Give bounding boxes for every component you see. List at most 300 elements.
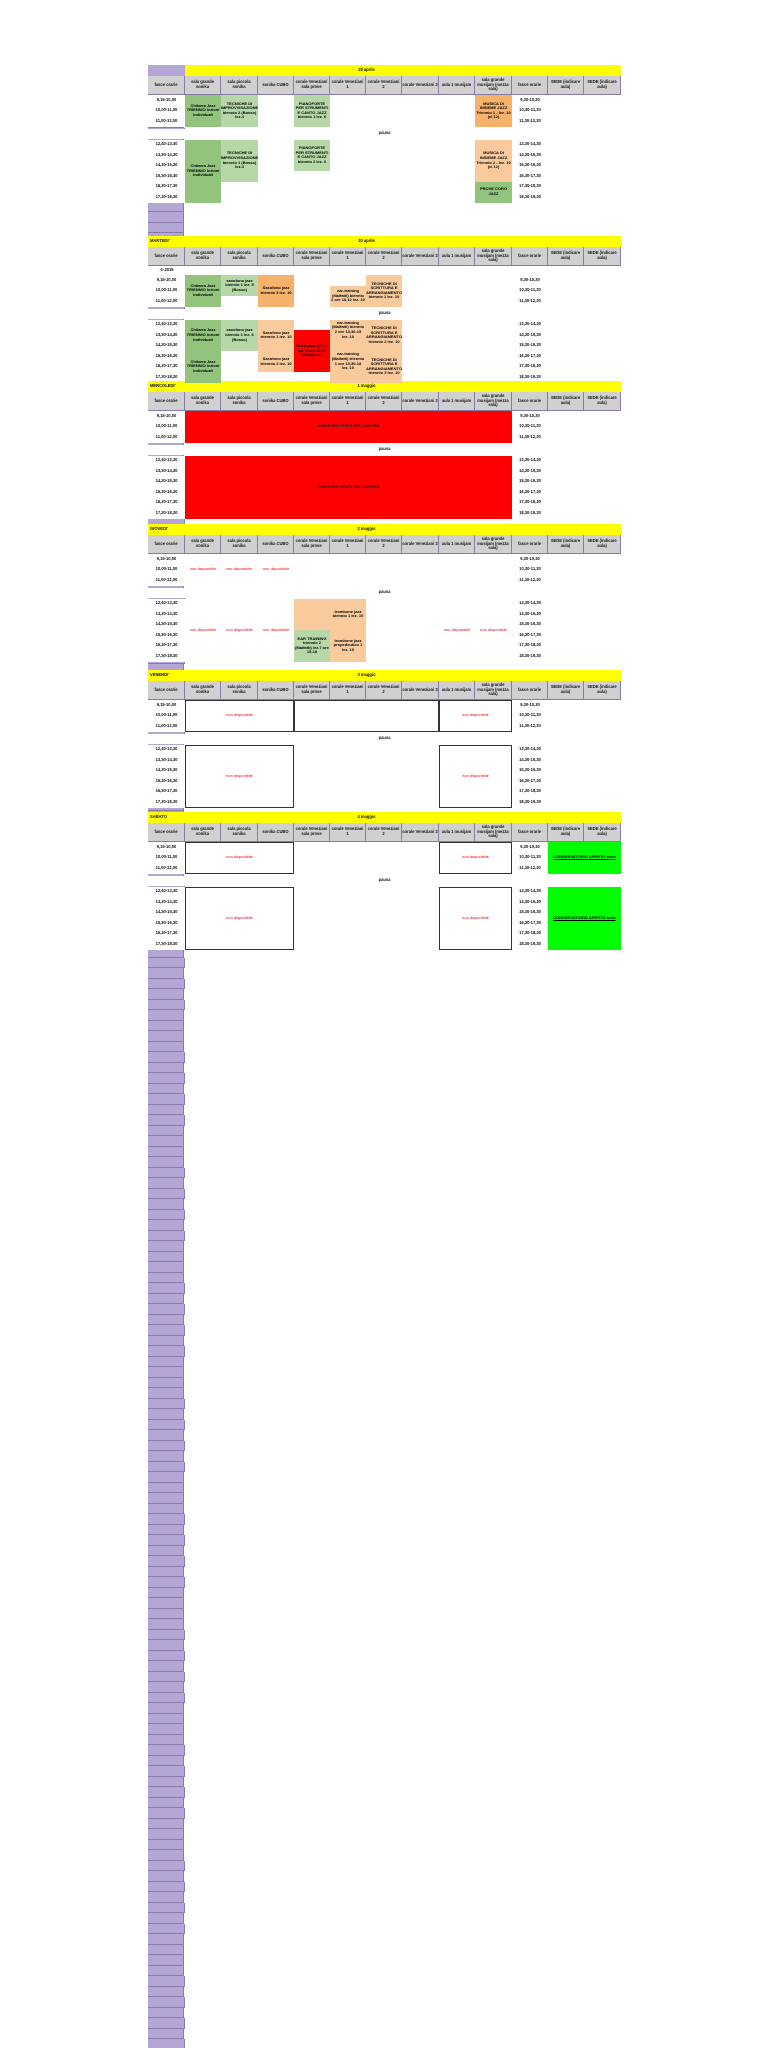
slot[interactable] xyxy=(148,1420,185,1431)
block-chitarra[interactable]: Chitarra Jazz TRIENNIO lezioni individuali xyxy=(185,320,221,352)
col-header-sala_piccola: sala piccola sonika xyxy=(221,823,258,842)
time-am-right: 9,30-10,30 xyxy=(512,554,548,565)
block-non-disponibile[interactable]: non disponibile xyxy=(439,599,475,662)
slot[interactable] xyxy=(148,1504,184,1515)
block-non-disponibile[interactable]: non disponibile xyxy=(185,554,221,586)
pausa-row: pausa xyxy=(148,309,621,319)
col-header-fasce: fasce orarie xyxy=(148,76,185,95)
time-pm: 16,30-17,30 xyxy=(148,929,185,940)
col-header-fasce: fasce orarie xyxy=(148,392,185,411)
slot[interactable] xyxy=(148,1483,184,1494)
col-header-sede1: SEDE (indicare aula) xyxy=(548,247,584,266)
block-tecniche-scrittura[interactable]: TECNICHE DI SCRITTURA E ARRANGIAMENTO triennio 3 lez. 10 xyxy=(366,351,402,383)
block-arancio[interactable] xyxy=(294,599,330,631)
pausa-row: pausa xyxy=(148,445,621,455)
slot[interactable] xyxy=(148,212,184,223)
col-header-sala_piccola: sala piccola sonika xyxy=(221,535,258,554)
col-header-sala_piccola: sala piccola sonika xyxy=(221,247,258,266)
time-pm-right: 17,30-18,30 xyxy=(512,498,548,509)
col-header-aula1: aula 1 musijam xyxy=(439,247,475,266)
col-header-aula1: aula 1 musijam xyxy=(439,823,475,842)
slot[interactable] xyxy=(148,1640,184,1651)
day-bar-end xyxy=(548,524,621,535)
block-non-disponibile[interactable]: non disponibile xyxy=(185,745,294,808)
slot[interactable] xyxy=(148,1283,185,1294)
slot[interactable] xyxy=(148,1147,184,1158)
slot[interactable] xyxy=(148,1567,184,1578)
slot[interactable] xyxy=(148,1178,184,1189)
col-header-corale_2: corale Veneziani 2 xyxy=(366,247,402,266)
block-non-disponibile[interactable]: non disponibile xyxy=(221,554,257,586)
block-chiusura[interactable]: CHIUSURA FESTA DEL LAVORO xyxy=(185,411,512,443)
slot[interactable] xyxy=(148,1430,184,1441)
col-header-corale_sala: corale Venezia​ni sala prove xyxy=(294,247,330,266)
col-header-sede1: SEDE (indicare aula) xyxy=(548,823,584,842)
col-header-corale_3: corale Veneziani 3 xyxy=(402,247,439,266)
col-header-sala_grande_lv2: sala grande sonika xyxy=(185,681,221,700)
block-storia-jazz[interactable]: Storia jazz (cl 12) lez. 9 ore 15-17 biennio 1/2 xyxy=(294,330,330,372)
pausa-row: pausa xyxy=(148,129,621,139)
slot[interactable] xyxy=(148,1997,185,2008)
slot[interactable] xyxy=(148,1861,185,1872)
col-header-sala_grande_musijam: sala grande musijam (mezza sala) xyxy=(475,823,512,842)
slot[interactable] xyxy=(148,1252,184,1263)
time-pm-right: 18,30-19,30 xyxy=(512,508,548,519)
col-header-sala_grande_lv2: sala grande sonika xyxy=(185,823,221,842)
col-header-corale_1: corale Veneziani 1 xyxy=(330,76,366,95)
block-chitarra[interactable]: Chitarra Jazz TRIENNIO lezioni individuali xyxy=(185,140,221,203)
slot[interactable] xyxy=(148,1189,185,1200)
block-non-disponibile[interactable]: non disponibile xyxy=(185,700,294,732)
block-trombone[interactable]: trombone jazz propedeutico 1 lez. 10 xyxy=(330,630,366,662)
time-am-right: 10,30-11,30 xyxy=(512,853,548,864)
col-header-fasce: fasce orarie xyxy=(148,535,185,554)
time-pm: 16,30-17,30 xyxy=(148,362,185,373)
day-name: MARTEDI' xyxy=(148,236,185,247)
slot[interactable] xyxy=(148,1840,184,1851)
col-header-fasce2: fasce orarie xyxy=(512,823,548,842)
slot[interactable] xyxy=(148,1672,185,1683)
time-pm-right: 17,30-18,30 xyxy=(512,787,548,798)
col-header-sala_grande_lv2: sala grande sonika xyxy=(185,76,221,95)
time-pm-right: 15,30-16,30 xyxy=(512,161,548,172)
slot[interactable] xyxy=(148,1808,185,1819)
time-pm: 17,30-18,30 xyxy=(148,939,185,950)
day-bar-end xyxy=(548,381,621,392)
time-pm-right: 16,30-17,30 xyxy=(512,918,548,929)
col-header-corale_3: corale Veneziani 3 xyxy=(402,681,439,700)
slot[interactable] xyxy=(148,1472,184,1483)
slot[interactable] xyxy=(148,1220,184,1231)
block-non-disponibile[interactable]: non disponibile xyxy=(439,887,512,950)
block-ear-training[interactable]: ear-training (Malfatti) biennio 2 ore 10,12 lez. 10 xyxy=(330,286,366,307)
time-pm-right: 13,30-14,30 xyxy=(512,745,548,756)
time-pm-right: 15,30-16,30 xyxy=(512,908,548,919)
slot[interactable] xyxy=(148,1693,185,1704)
slot[interactable] xyxy=(148,979,185,990)
slot[interactable] xyxy=(148,1976,185,1987)
col-header-fasce: fasce orarie xyxy=(148,247,185,266)
slot[interactable] xyxy=(148,1514,185,1525)
slot[interactable] xyxy=(148,1367,184,1378)
slot[interactable] xyxy=(148,1945,184,1956)
time-pm-right: 15,30-16,30 xyxy=(512,620,548,631)
col-header-corale_1: corale Veneziani 1 xyxy=(330,247,366,266)
block-chitarra[interactable]: Chitarra Jazz TRIENNIO lezioni individuali xyxy=(185,351,221,383)
col-header-sonika_cubo: sonika CUBO xyxy=(258,681,294,700)
slot[interactable] xyxy=(148,1630,185,1641)
slot[interactable] xyxy=(148,1273,184,1284)
block-non-disponibile[interactable]: non disponibile xyxy=(221,599,258,662)
day-date: 30 aprile xyxy=(185,236,548,247)
slot[interactable] xyxy=(148,989,184,1000)
slot[interactable] xyxy=(148,1829,184,1840)
slot[interactable] xyxy=(148,1924,185,1935)
block-tecniche-scrittura[interactable]: TECNICHE DI SCRITTURA E ARRANGIAMENTO triennio 2 lez. 10 xyxy=(366,320,402,352)
slot[interactable] xyxy=(148,1724,184,1735)
time-pm-right: 14,30-15,30 xyxy=(512,755,548,766)
time-pm-right: 13,30-14,30 xyxy=(512,599,548,610)
slot[interactable] xyxy=(148,2008,184,2019)
slot[interactable] xyxy=(148,1241,184,1252)
time-am: 10,00-11,00 xyxy=(148,106,185,117)
time-pm-right: 16,30-17,30 xyxy=(512,487,548,498)
time-pm: 12,40-13,30 xyxy=(148,456,185,467)
slot[interactable] xyxy=(148,1021,184,1032)
col-header-sonika_cubo: sonika CUBO xyxy=(258,76,294,95)
slot[interactable] xyxy=(148,1735,184,1746)
time-am: 11,00-12,00 xyxy=(148,116,185,127)
time-pm-right: 16,30-17,30 xyxy=(512,351,548,362)
slot[interactable] xyxy=(148,1651,185,1662)
day-bar-end xyxy=(548,670,621,681)
time-pm-right: 18,30-19,30 xyxy=(512,939,548,950)
block-non-disponibile[interactable]: non disponibile xyxy=(185,887,294,950)
block-improvvisazione[interactable]: TECNICHE DI IMPROVVISAZIONE biennio 1 (Bosso) lez.4 xyxy=(221,140,258,182)
col-header-sala_grande_musijam: sala grande musijam (mezza sala) xyxy=(475,247,512,266)
col-header-sala_piccola: sala piccola sonika xyxy=(221,76,258,95)
slot[interactable] xyxy=(148,1294,184,1305)
time-pm-right: 14,30-15,30 xyxy=(512,609,548,620)
col-header-corale_3: corale Veneziani 3 xyxy=(402,535,439,554)
time-am: 10,00-11,00 xyxy=(148,565,185,576)
block-saxofono[interactable]: saxofono jazz biennio 1 lez. 5 (Bosso) xyxy=(221,275,258,296)
slot[interactable] xyxy=(148,1063,184,1074)
time-pm: 13,30-14,30 xyxy=(148,897,185,908)
slot[interactable] xyxy=(148,1819,184,1830)
time-pm: 16,30-17,30 xyxy=(148,182,185,193)
time-pm: 12,40-13,30 xyxy=(148,599,185,610)
slot[interactable] xyxy=(148,1892,184,1903)
block-ear-training[interactable]: EAR TRAINING triennio 2 (Malfatti) lez.7 ore 15-18 xyxy=(294,630,330,662)
time-pm: 12,40-13,30 xyxy=(148,140,185,151)
col-header-aula1: aula 1 musijam xyxy=(439,76,475,95)
col-header-fasce: fasce orarie xyxy=(148,681,185,700)
time-pm-right: 17,30-18,30 xyxy=(512,929,548,940)
slot[interactable] xyxy=(148,1577,185,1588)
slot[interactable] xyxy=(148,1787,185,1798)
time-pm: 13,30-14,30 xyxy=(148,609,185,620)
block-chiusura[interactable]: CHIUSURA FESTA DEL LAVORO xyxy=(185,456,512,519)
slot[interactable] xyxy=(148,1000,185,1011)
col-header-corale_3: corale Veneziani 3 xyxy=(402,823,439,842)
time-am: 9,15-10,00 xyxy=(148,275,185,286)
slot[interactable] xyxy=(148,1136,184,1147)
time-am-right: 11,30-12,30 xyxy=(512,575,548,586)
block-tecniche-scrittura[interactable]: TECNICHE DI SCRITTURA E ARRANGIAMENTO biennio 1 lez. 10 xyxy=(366,275,402,307)
time-pm: 14,30-15,30 xyxy=(148,477,185,488)
block-non-disponibile[interactable]: non disponibile xyxy=(258,554,294,586)
col-header-sede2: SEDE (indicare aula) xyxy=(584,392,621,411)
row-label: -1-2019 xyxy=(148,266,185,275)
col-header-sede2: SEDE (indicare aula) xyxy=(584,247,621,266)
time-pm: 15,30-16,30 xyxy=(148,776,185,787)
time-pm-right: 14,30-15,30 xyxy=(512,330,548,341)
slot[interactable] xyxy=(148,1052,185,1063)
col-header-corale_3: corale Veneziani 3 xyxy=(402,392,439,411)
col-header-fasce2: fasce orarie xyxy=(512,76,548,95)
block-non-disponibile[interactable]: non disponibile xyxy=(439,745,512,808)
slot[interactable] xyxy=(148,1661,184,1672)
time-am: 9,15-10,00 xyxy=(148,411,185,422)
slot[interactable] xyxy=(148,1745,185,1756)
time-pm-right: 17,30-18,30 xyxy=(512,641,548,652)
time-pm: 15,30-16,30 xyxy=(148,351,185,362)
day-name: GIOVEDI' xyxy=(148,524,185,535)
block-non-disponibile[interactable]: non disponibile xyxy=(185,599,221,662)
slot[interactable] xyxy=(148,1462,185,1473)
block-musica-insieme[interactable]: MUSICA DI INSIEME JAZZ Triennio 2 - lez. 10 (cl 12) xyxy=(475,140,512,182)
slot[interactable] xyxy=(148,1714,184,1725)
time-pm-right: 18,30-19,30 xyxy=(512,797,548,808)
time-pm: 13,30-14,30 xyxy=(148,150,185,161)
time-pm: 15,30-16,30 xyxy=(148,630,185,641)
slot[interactable] xyxy=(148,1126,184,1137)
time-pm: 14,30-15,30 xyxy=(148,766,185,777)
slot[interactable] xyxy=(148,1588,184,1599)
col-header-corale_sala: corale Venezia​ni sala prove xyxy=(294,535,330,554)
col-header-sonika_cubo: sonika CUBO xyxy=(258,392,294,411)
block-pianoforte[interactable]: PIANOFORTE PER STRUMENTI E CANTO JAZZ biennio 1 lez. 6 xyxy=(294,95,330,127)
block-saxofono-jazz[interactable]: Saxofono jazz triennio 2 lez. 10 xyxy=(258,351,294,372)
slot[interactable] xyxy=(148,1850,184,1861)
slot[interactable] xyxy=(148,1168,185,1179)
slot[interactable] xyxy=(148,1010,184,1021)
block-non-disponibile[interactable]: non disponibile xyxy=(258,599,294,662)
time-pm: 16,30-17,30 xyxy=(148,641,185,652)
slot[interactable] xyxy=(148,1546,184,1557)
time-am: 9,15-10,00 xyxy=(148,95,185,106)
col-header-corale_1: corale Veneziani 1 xyxy=(330,392,366,411)
slot[interactable] xyxy=(148,223,184,234)
slot[interactable] xyxy=(148,1105,184,1116)
col-header-sala_grande_musijam: sala grande musijam (mezza sala) xyxy=(475,392,512,411)
block-non-disponibile[interactable]: non disponibile xyxy=(185,842,294,874)
slot[interactable] xyxy=(148,1766,185,1777)
time-am: 9,15-10,00 xyxy=(148,554,185,565)
slot[interactable] xyxy=(148,1357,184,1368)
slot[interactable] xyxy=(148,1115,185,1126)
time-pm: 14,30-15,30 xyxy=(148,161,185,172)
col-header-aula1: aula 1 musijam xyxy=(439,535,475,554)
col-header-corale_sala: corale Venezia​ni sala prove xyxy=(294,392,330,411)
time-pm-right: 17,30-18,30 xyxy=(512,362,548,373)
time-am-right: 10,30-11,30 xyxy=(512,286,548,297)
slot[interactable] xyxy=(148,1798,184,1809)
col-header-corale_2: corale Veneziani 2 xyxy=(366,823,402,842)
day-name: SABATO xyxy=(148,812,185,823)
slot[interactable] xyxy=(148,1031,184,1042)
time-pm-right: 17,30-18,30 xyxy=(512,182,548,193)
block-pianoforte[interactable]: PIANOFORTE PER STRUMENTI E CANTO JAZZ biennio 2 lez. 6 xyxy=(294,140,330,172)
col-header-sede2: SEDE (indicare aula) xyxy=(584,823,621,842)
block-conservatorio[interactable]: CONSERVATORIO APERTO sede xyxy=(548,887,621,950)
slot[interactable] xyxy=(148,1703,184,1714)
slot[interactable] xyxy=(148,202,184,213)
time-pm-right: 18,30-19,30 xyxy=(512,372,548,383)
col-header-sala_grande_musijam: sala grande musijam (mezza sala) xyxy=(475,76,512,95)
time-pm: 15,30-16,30 xyxy=(148,171,185,182)
slot[interactable] xyxy=(148,1966,184,1977)
slot[interactable] xyxy=(148,1094,185,1105)
slot[interactable] xyxy=(148,1871,184,1882)
col-header-sede1: SEDE (indicare aula) xyxy=(548,535,584,554)
slot[interactable] xyxy=(148,1493,184,1504)
col-header-fasce2: fasce orarie xyxy=(512,392,548,411)
slot[interactable] xyxy=(148,1388,184,1399)
col-header-corale_3: corale Veneziani 3 xyxy=(402,76,439,95)
block-frame xyxy=(294,700,439,732)
block-conservatorio[interactable]: CONSERVATORIO APERTO sede xyxy=(548,842,621,874)
slot[interactable] xyxy=(148,1777,184,1788)
slot[interactable] xyxy=(148,1073,185,1084)
time-am-right: 9,30-10,30 xyxy=(512,95,548,106)
block-trombone[interactable]: trombone jazz biennio 1 lez. 10 xyxy=(330,599,366,631)
time-pm: 14,30-15,30 xyxy=(148,620,185,631)
block-chitarra[interactable]: Chitarra Jazz TRIENNIO lezioni individuali xyxy=(185,95,221,127)
time-pm: 15,30-16,30 xyxy=(148,918,185,929)
slot[interactable] xyxy=(148,1199,184,1210)
slot[interactable] xyxy=(148,1955,184,1966)
time-am-right: 10,30-11,30 xyxy=(512,711,548,722)
day-name xyxy=(148,65,185,76)
slot[interactable] xyxy=(148,1987,184,1998)
slot[interactable] xyxy=(148,1882,185,1893)
time-pm: 15,30-16,30 xyxy=(148,487,185,498)
slot[interactable] xyxy=(148,1913,184,1924)
day-bar-end xyxy=(548,812,621,823)
block-non-disponibile[interactable]: non disponibile xyxy=(439,842,512,874)
slot[interactable] xyxy=(148,1336,184,1347)
slot[interactable] xyxy=(148,1210,185,1221)
col-header-corale_2: corale Veneziani 2 xyxy=(366,681,402,700)
time-pm-right: 15,30-16,30 xyxy=(512,477,548,488)
col-header-sala_piccola: sala piccola sonika xyxy=(221,392,258,411)
slot[interactable] xyxy=(148,1535,185,1546)
day-bar-end xyxy=(548,65,621,76)
slot[interactable] xyxy=(148,1903,185,1914)
col-header-sede2: SEDE (indicare aula) xyxy=(584,535,621,554)
day-name: VENERDI' xyxy=(148,670,185,681)
slot[interactable] xyxy=(148,1934,184,1945)
block-musica-insieme[interactable]: MUSICA DI INSIEME JAZZ Triennio 1 - lez. 10 (cl 12) xyxy=(475,95,512,127)
time-am-right: 9,30-10,30 xyxy=(512,411,548,422)
slot[interactable] xyxy=(148,1304,185,1315)
time-pm-right: 13,30-14,30 xyxy=(512,887,548,898)
slot[interactable] xyxy=(148,1084,184,1095)
slot[interactable] xyxy=(148,968,184,979)
time-pm: 14,30-15,30 xyxy=(148,908,185,919)
slot[interactable] xyxy=(148,1598,184,1609)
block-improvvisazione[interactable]: TECNICHE DI IMPROVVISAZIONE biennio 2 (Bosso) lez.4 xyxy=(221,95,258,127)
slot[interactable] xyxy=(148,1315,184,1326)
time-am: 10,00-11,00 xyxy=(148,422,185,433)
day-date: 4 maggio xyxy=(185,812,548,823)
slot[interactable] xyxy=(148,1157,184,1168)
col-header-corale_1: corale Veneziani 1 xyxy=(330,681,366,700)
block-chitarra[interactable]: Chitarra Jazz TRIENNIO lezioni individuali xyxy=(185,275,221,307)
time-pm: 12,40-13,30 xyxy=(148,745,185,756)
slot[interactable] xyxy=(148,1619,184,1630)
slot[interactable] xyxy=(148,1399,185,1410)
time-pm: 17,30-18,30 xyxy=(148,508,185,519)
time-am: 11,00-12,00 xyxy=(148,721,185,732)
slot[interactable] xyxy=(148,958,185,969)
time-am: 9,15-10,00 xyxy=(148,842,185,853)
col-header-sede2: SEDE (indicare aula) xyxy=(584,76,621,95)
slot[interactable] xyxy=(148,1378,184,1389)
block-non-disponibile[interactable]: non disponibile xyxy=(475,599,512,662)
block-saxofono-jazz[interactable]: Saxofono jazz triennio 3 lez. 10 xyxy=(258,275,294,307)
block-ear-training[interactable]: ear-training (Malfatti) triennio 1 ore 15,30-18 lez. 10 xyxy=(330,341,366,383)
col-header-sala_piccola: sala piccola sonika xyxy=(221,681,258,700)
slot[interactable] xyxy=(148,2039,185,2048)
block-non-disponibile[interactable]: non disponibile xyxy=(439,700,512,732)
slot[interactable] xyxy=(148,1556,185,1567)
col-header-sonika_cubo: sonika CUBO xyxy=(258,247,294,266)
slot[interactable] xyxy=(148,1409,184,1420)
time-pm: 17,30-18,30 xyxy=(148,192,185,203)
slot[interactable] xyxy=(148,1525,184,1536)
block-saxofono-jazz[interactable]: Saxofono jazz triennio 1 lez. 10 xyxy=(258,320,294,352)
block-ear-training[interactable]: ear-training (Malfatti) biennio 2 ore 13,30-15 lez. 10 xyxy=(332,319,364,339)
slot[interactable] xyxy=(148,1682,184,1693)
time-am-right: 10,30-11,30 xyxy=(512,106,548,117)
day-name: MERCOLEDI' xyxy=(148,381,185,392)
time-pm: 13,30-14,30 xyxy=(148,466,185,477)
block-saxofono[interactable]: saxofono jazz biennio 1 lez. 6 (Bosso) xyxy=(221,320,258,352)
slot[interactable] xyxy=(148,1262,184,1273)
slot[interactable] xyxy=(148,1451,184,1462)
slot[interactable] xyxy=(148,1042,184,1053)
slot[interactable] xyxy=(148,2018,185,2029)
slot[interactable] xyxy=(148,1609,184,1620)
day-date: 1 maggio xyxy=(185,381,548,392)
slot[interactable] xyxy=(148,2029,184,2040)
slot[interactable] xyxy=(148,1756,184,1767)
slot[interactable] xyxy=(148,1441,185,1452)
day-bar-end xyxy=(548,236,621,247)
time-pm-right: 14,30-15,30 xyxy=(512,150,548,161)
slot[interactable] xyxy=(148,1346,185,1357)
block-prove-coro[interactable]: PROVE CORO JAZZ xyxy=(475,182,512,203)
time-pm: 17,30-18,30 xyxy=(148,372,185,383)
time-pm-right: 18,30-19,30 xyxy=(512,651,548,662)
slot[interactable] xyxy=(148,1325,185,1336)
slot[interactable] xyxy=(148,1231,185,1242)
pausa-row: pausa xyxy=(148,876,621,886)
time-am-right: 9,30-10,30 xyxy=(512,275,548,286)
